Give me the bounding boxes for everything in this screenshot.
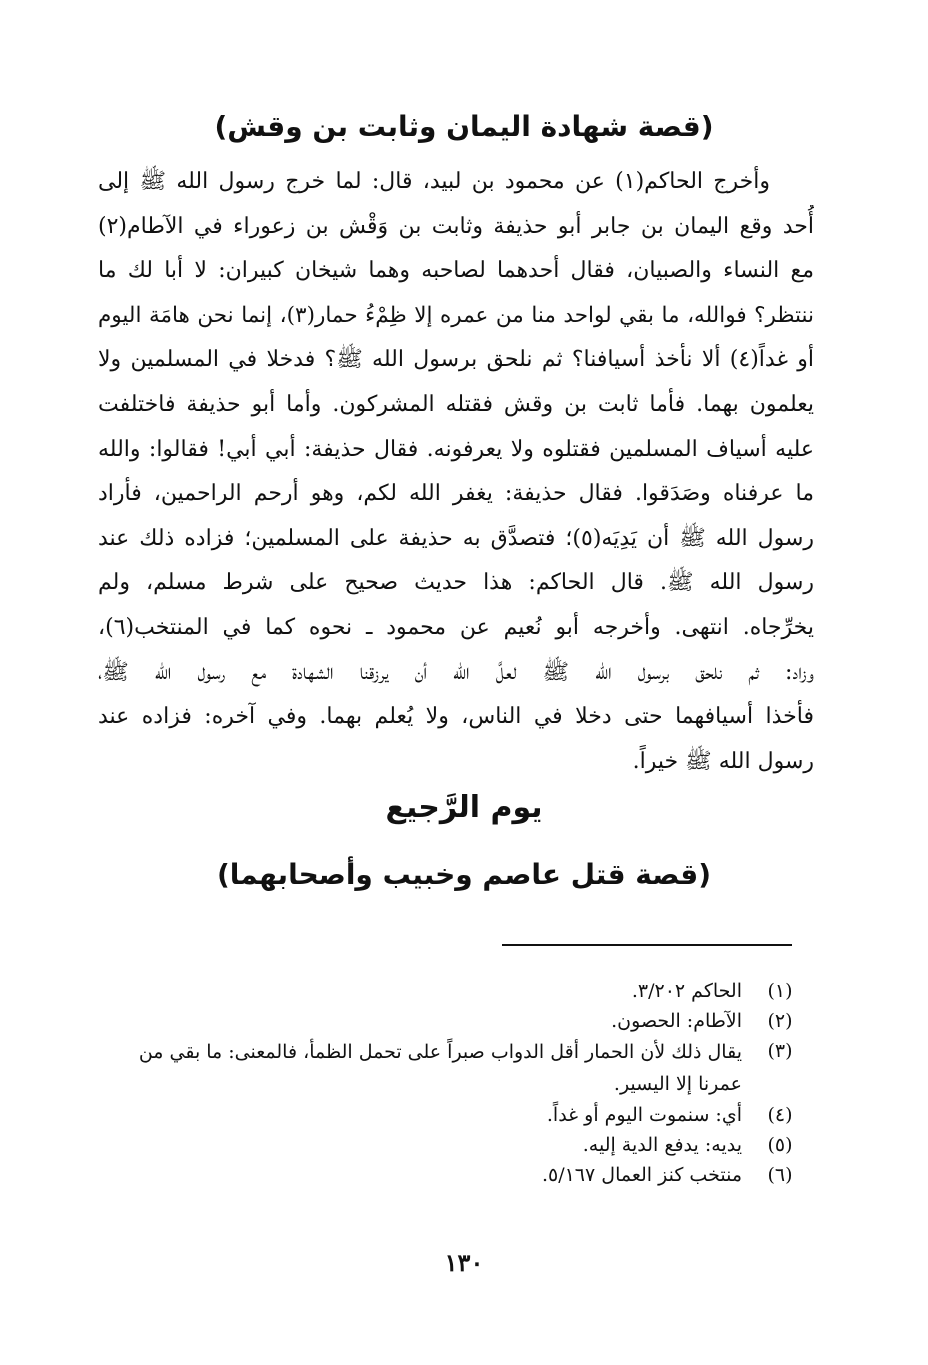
footnote-text: منتخب كنز العمال ٥/١٦٧.: [541, 1164, 742, 1186]
body-line: مع النساء والصبيان، فقال أحدهما لصاحبه وهما شيخان كبيران: لا أبا لك ما: [98, 258, 814, 284]
footnote-text: أي: سنموت اليوم أو غداً.: [546, 1104, 742, 1126]
body-line: ما عرفناه وصَدَقوا. فقال حذيفة: يغفر الله لكم، وهو أرحم الراحمين، فأراد: [98, 481, 814, 507]
footnote: [100, 1130, 800, 1160]
body-line: رسول الله ﷺ خيراً.: [632, 748, 814, 774]
footnote-number: (٢): [767, 1010, 793, 1032]
body-line: رسول الله ﷺ أن يَدِيَه(٥)؛ فتصدَّق به حذيفة على المسلمين؛ فزاده ذلك عند: [98, 525, 814, 551]
footnote-number: (٥): [767, 1134, 793, 1156]
body-line: وأخرج الحاكم(١) عن محمود بن لبيد، قال: لما خرج رسول الله ﷺ إلى: [98, 169, 770, 194]
footnote-number: (٤): [767, 1104, 793, 1126]
footnote: [100, 1160, 800, 1190]
footnote: [100, 1100, 800, 1130]
footnote-text: يديه: يدفع الدية إليه.: [582, 1134, 742, 1156]
body-line: يخرِّجاه. انتهى. وأخرجه أبو نُعيم عن محمود ـ نحوه كما في المنتخب(٦)،: [98, 614, 814, 640]
footnote-text: يقال ذلك لأن الحمار أقل الدواب صبراً على تحمل الظمأ، فالمعنى: ما بقي من عمرنا إلا اليسير.: [138, 1041, 742, 1095]
body-line: يعلمون بهما. فأما ثابت بن وقش فقتله المشركون. وأما أبو حذيفة فاختلفت: [98, 391, 814, 417]
section-heading: (قصة شهادة اليمان وثابت بن وقش): [214, 110, 714, 143]
page-number: ١٣٠: [444, 1248, 484, 1277]
body-text: [98, 160, 814, 784]
body-line: رسول الله ﷺ. قال الحاكم: هذا حديث صحيح على شرط مسلم، ولم: [98, 570, 814, 596]
body-line: ننتظر؟ فوالله، ما بقي لواحد منا من عمره إلا ظِمْءُ حمار(٣)، إنما نحن هامَة اليوم: [98, 302, 814, 328]
section-heading: (قصة قتل عاصم وخبيب وأصحابهما): [216, 858, 712, 891]
body-line: أو غداً(٤) ألا نأخذ أسيافنا؟ ثم نلحق برسول الله ﷺ؟ فدخلا في المسلمين ولا: [98, 347, 814, 373]
body-line: أُحد وقع اليمان بن جابر أبو حذيفة وثابت بن وَقْش بن زعوراء في الآطام(٢): [98, 213, 814, 239]
footnote-number: (٣): [767, 1040, 793, 1062]
body-line: وزاد: ثم نلحق برسول الله ﷺ لعلَّ الله أن يرزقنا الشهادة مع رسول الله ﷺ،: [98, 659, 814, 685]
footnote-text: الحاكم ٣/٢٠٢.: [631, 980, 742, 1002]
footnote-divider: [502, 944, 792, 946]
footnote: [100, 976, 800, 1006]
chapter-heading: يوم الرَّجيع: [385, 790, 543, 825]
footnote: [100, 1036, 800, 1100]
footnote-text: الآطام: الحصون.: [611, 1010, 742, 1032]
footnote-number: (٦): [767, 1164, 793, 1186]
footnote-number: (١): [767, 980, 793, 1002]
body-line: عليه أسياف المسلمين فقتلوه ولا يعرفونه. فقال حذيفة: أبي أبي! فقالوا: والله: [98, 436, 814, 462]
footnote: [100, 1006, 800, 1036]
body-line: فأخذا أسيافهما حتى دخلا في الناس، ولا يُعلم بهما. وفي آخره: فزاده عند: [98, 704, 814, 730]
footnotes: [100, 976, 800, 1190]
